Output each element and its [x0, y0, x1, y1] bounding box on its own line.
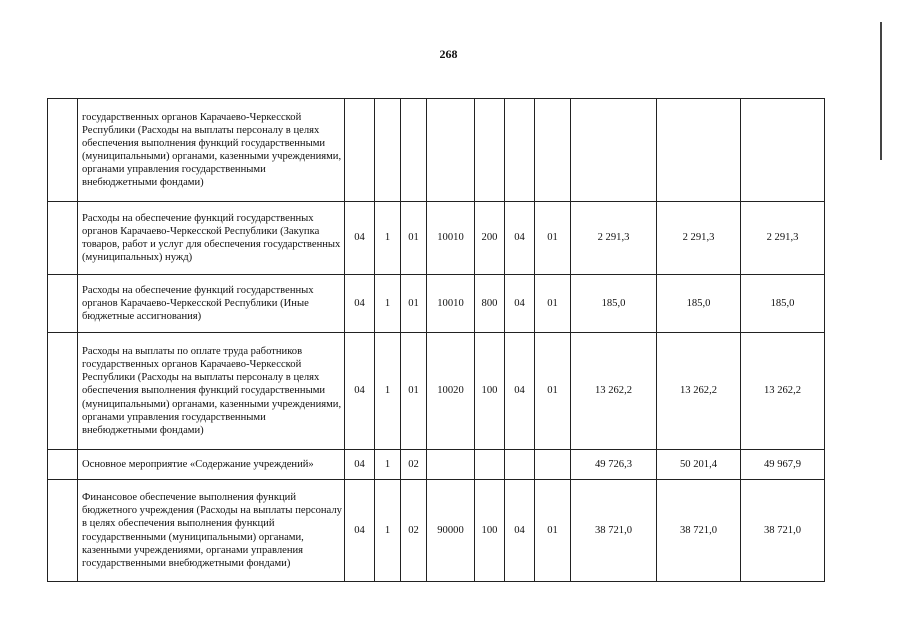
table-row: [48, 202, 825, 275]
code-cell: [505, 99, 535, 202]
row-description: Расходы на обеспечение функций государственных органов Карачаево-Черкесской Республики (Иные бюджетные ассигнования): [78, 275, 345, 333]
amount-cell: 38 721,0: [571, 480, 657, 582]
table-row: [48, 275, 825, 333]
row-description: Расходы на выплаты по оплате труда работников государственных органов Карачаево-Черкесской Республики (Расходы на выплаты персоналу в целях обеспечения выполнения функций государственными (муниципальными) органами, казенными учреждениями, органами управления государственными внебюджетными фондами): [78, 333, 345, 450]
page-number: 268: [439, 47, 458, 61]
code-cell: 04: [505, 202, 535, 275]
amount-cell: 38 721,0: [741, 480, 825, 582]
table-row: [48, 450, 825, 480]
code-cell: [535, 450, 571, 480]
amount-cell: 49 967,9: [741, 450, 825, 480]
code-cell: 01: [401, 202, 427, 275]
amount-cell: [741, 99, 825, 202]
code-cell: 04: [345, 480, 375, 582]
code-cell: [535, 99, 571, 202]
amount-cell: 2 291,3: [741, 202, 825, 275]
code-cell: [345, 99, 375, 202]
code-cell: 10010: [427, 202, 475, 275]
code-cell: 100: [475, 480, 505, 582]
amount-cell: 185,0: [741, 275, 825, 333]
code-cell: 01: [535, 333, 571, 450]
code-cell: 200: [475, 202, 505, 275]
code-cell: 02: [401, 480, 427, 582]
row-description: Расходы на обеспечение функций государственных органов Карачаево-Черкесской Республики (Закупка товаров, работ и услуг для обеспечения государственных (муниципальных) нужд): [78, 202, 345, 275]
code-cell: 01: [535, 202, 571, 275]
code-cell: 04: [345, 275, 375, 333]
blank-cell: [48, 480, 78, 582]
table-row: [48, 333, 825, 450]
code-cell: [475, 450, 505, 480]
code-cell: 1: [375, 450, 401, 480]
budget-table: [47, 98, 825, 582]
code-cell: 01: [535, 480, 571, 582]
code-cell: 1: [375, 202, 401, 275]
blank-cell: [48, 202, 78, 275]
code-cell: [375, 99, 401, 202]
code-cell: [475, 99, 505, 202]
blank-cell: [48, 450, 78, 480]
blank-cell: [48, 99, 78, 202]
amount-cell: 13 262,2: [571, 333, 657, 450]
amount-cell: 2 291,3: [657, 202, 741, 275]
table-row: [48, 99, 825, 202]
code-cell: [427, 99, 475, 202]
amount-cell: [657, 99, 741, 202]
amount-cell: 185,0: [657, 275, 741, 333]
code-cell: 1: [375, 333, 401, 450]
amount-cell: 38 721,0: [657, 480, 741, 582]
amount-cell: 185,0: [571, 275, 657, 333]
blank-cell: [48, 333, 78, 450]
code-cell: [401, 99, 427, 202]
row-description: Основное мероприятие «Содержание учреждений»: [78, 450, 345, 480]
row-description: государственных органов Карачаево-Черкесской Республики (Расходы на выплаты персоналу в целях обеспечения выполнения функций государственными (муниципальными) органами, казенными учреждениями, органами управления государственными внебюджетными фондами): [78, 99, 345, 202]
code-cell: 02: [401, 450, 427, 480]
table-row: [48, 480, 825, 582]
code-cell: 1: [375, 480, 401, 582]
code-cell: 04: [505, 333, 535, 450]
amount-cell: [571, 99, 657, 202]
code-cell: 800: [475, 275, 505, 333]
amount-cell: 2 291,3: [571, 202, 657, 275]
code-cell: 01: [535, 275, 571, 333]
blank-cell: [48, 275, 78, 333]
code-cell: 100: [475, 333, 505, 450]
code-cell: 01: [401, 333, 427, 450]
code-cell: 04: [505, 480, 535, 582]
amount-cell: 13 262,2: [657, 333, 741, 450]
row-description: Финансовое обеспечение выполнения функций бюджетного учреждения (Расходы на выплаты персоналу в целях обеспечения выполнения функций государственными (муниципальными) органами, казенными учреждениями, органами управления государственными внебюджетными фондами): [78, 480, 345, 582]
code-cell: 04: [505, 275, 535, 333]
scan-edge-line: [880, 22, 882, 160]
code-cell: 01: [401, 275, 427, 333]
code-cell: 10020: [427, 333, 475, 450]
code-cell: 1: [375, 275, 401, 333]
amount-cell: 13 262,2: [741, 333, 825, 450]
amount-cell: 49 726,3: [571, 450, 657, 480]
code-cell: [505, 450, 535, 480]
amount-cell: 50 201,4: [657, 450, 741, 480]
code-cell: 04: [345, 333, 375, 450]
code-cell: 04: [345, 450, 375, 480]
code-cell: 04: [345, 202, 375, 275]
code-cell: [427, 450, 475, 480]
code-cell: 90000: [427, 480, 475, 582]
code-cell: 10010: [427, 275, 475, 333]
